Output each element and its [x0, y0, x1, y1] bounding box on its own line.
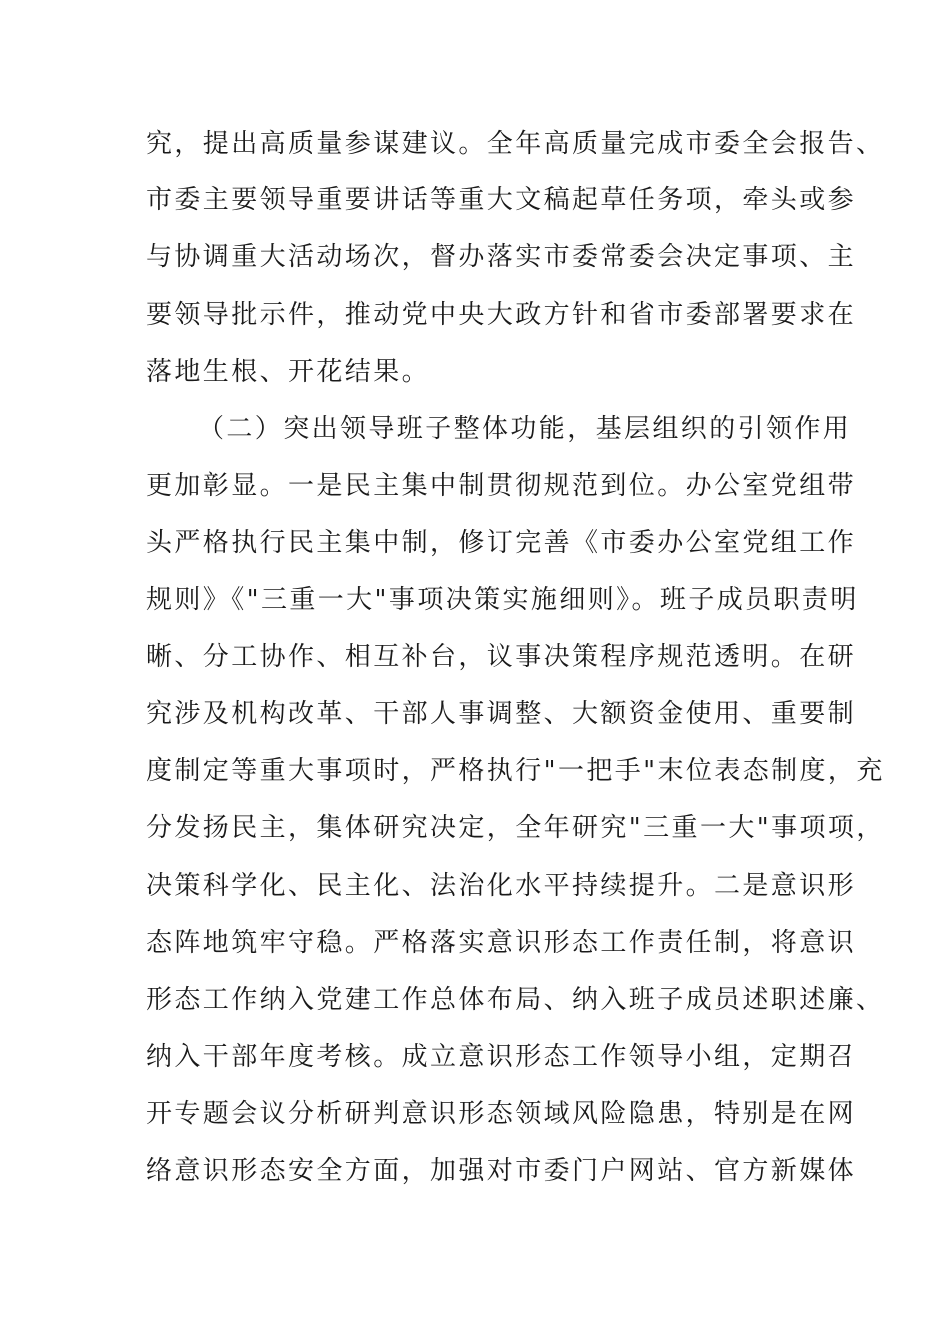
text-line: 开专题会议分析研判意识形态领域风险隐患，特别是在网	[146, 1099, 857, 1129]
text-line: 要领导批示件，推动党中央大政方针和省市委部署要求在	[146, 300, 857, 330]
text-line: 纳入干部年度考核。成立意识形态工作领导小组，定期召	[146, 1042, 857, 1072]
text-line: 市委主要领导重要讲话等重大文稿起草任务项，牵头或参	[146, 185, 857, 215]
text-line: 决策科学化、民主化、法治化水平持续提升。二是意识形	[146, 871, 857, 901]
text-line: 与协调重大活动场次，督办落实市委常委会决定事项、主	[146, 242, 857, 272]
text-line: 度制定等重大事项时，严格执行"一把手"末位表态制度，充	[146, 756, 885, 786]
text-line: 形态工作纳入党建工作总体布局、纳入班子成员述职述廉、	[146, 985, 885, 1015]
text-line: 络意识形态安全方面，加强对市委门户网站、官方新媒体	[146, 1156, 857, 1186]
text-line: 分发扬民主，集体研究决定，全年研究"三重一大"事项项，	[146, 813, 885, 843]
text-line: 落地生根、开花结果。	[146, 357, 431, 387]
text-line: 更加彰显。一是民主集中制贯彻规范到位。办公室党组带	[146, 471, 857, 501]
paragraph-heading: （二）突出领导班子整体功能，基层组织的引领作用	[198, 414, 852, 444]
text-line: 究涉及机构改革、干部人事调整、大额资金使用、重要制	[146, 699, 857, 729]
text-line: 头严格执行民主集中制，修订完善《市委办公室党组工作	[146, 528, 857, 558]
text-line: 态阵地筑牢守稳。严格落实意识形态工作责任制，将意识	[146, 928, 857, 958]
text-line: 晰、分工协作、相互补台，议事决策程序规范透明。在研	[146, 642, 857, 672]
text-line: 规则》《"三重一大"事项决策实施细则》。班子成员职责明	[146, 585, 859, 615]
text-line: 究，提出高质量参谋建议。全年高质量完成市委全会报告、	[146, 129, 885, 159]
